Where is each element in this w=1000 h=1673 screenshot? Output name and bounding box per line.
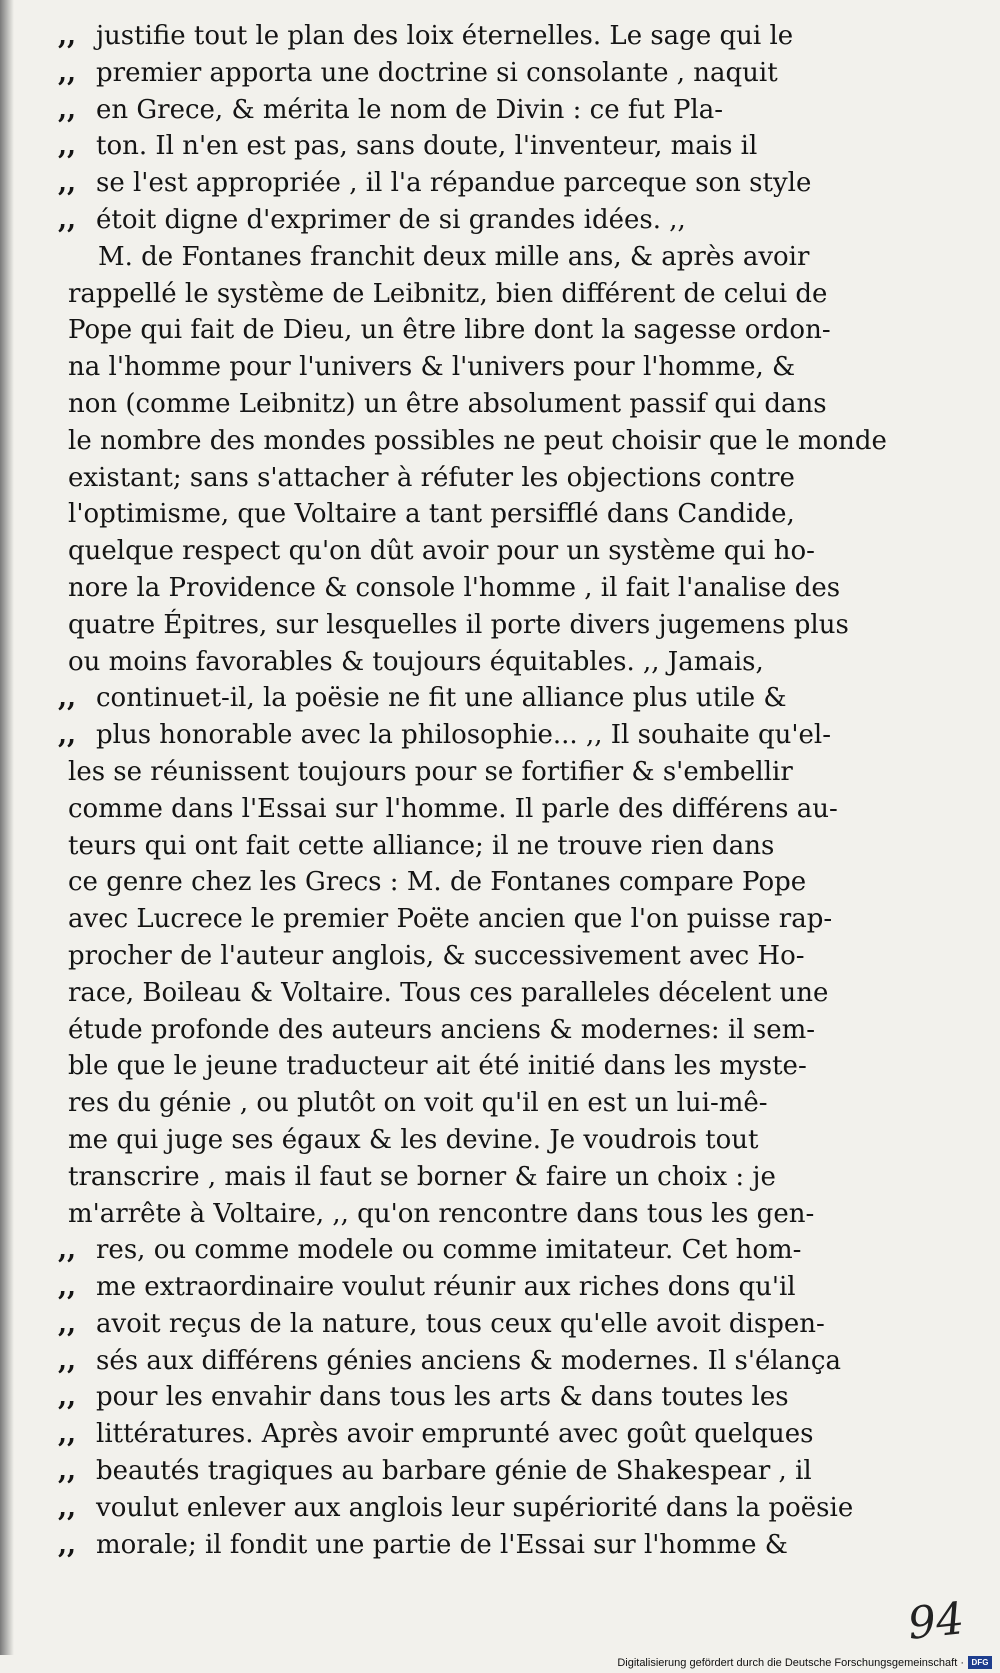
- text-line: [58, 496, 958, 533]
- quote-mark: ,,: [58, 21, 77, 51]
- text-line: [58, 644, 958, 681]
- text-line: [58, 828, 958, 865]
- line-text: me qui juge ses égaux & les devine. Je voudrois tout: [68, 1124, 759, 1155]
- line-text: premier apporta une doctrine si consolante , naquit: [96, 57, 778, 88]
- quote-mark: ,,: [58, 1456, 77, 1487]
- text-line: [58, 1159, 958, 1196]
- quote-mark: ,,: [58, 1492, 77, 1523]
- line-text: ce genre chez les Grecs : M. de Fontanes compare Pope: [68, 867, 807, 898]
- line-text: nore la Providence & console l'homme , il fait l'analise des: [68, 572, 841, 603]
- line-text: avec Lucrece le premier Poëte ancien que l'on puisse rap-: [68, 904, 833, 935]
- text-line: [58, 18, 958, 55]
- text-line: [58, 386, 958, 423]
- line-text: ou moins favorables & toujours équitables. ,, Jamais,: [68, 646, 764, 677]
- quote-mark: ,,: [58, 1382, 77, 1413]
- line-text: rappellé le système de Leibnitz, bien différent de celui de: [68, 278, 828, 309]
- quote-mark: ,,: [58, 720, 77, 751]
- text-line: [58, 349, 958, 386]
- line-text: na l'homme pour l'univers & l'univers pour l'homme, &: [68, 352, 796, 383]
- line-text: existant; sans s'attacher à réfuter les objections contre: [68, 462, 795, 493]
- line-text: quatre Épitres, sur lesquelles il porte divers jugemens plus: [68, 609, 849, 640]
- text-line: [58, 1085, 958, 1122]
- line-text: pour les envahir dans tous les arts & dans toutes les: [96, 1382, 789, 1413]
- line-text: en Grece, & mérita le nom de Divin : ce fut Pla-: [96, 94, 724, 125]
- line-text: étude profonde des auteurs anciens & modernes: il sem-: [68, 1014, 816, 1045]
- line-text: sés aux différens génies anciens & modernes. Il s'élança: [96, 1345, 841, 1376]
- text-line: [58, 570, 958, 607]
- text-line: [58, 276, 958, 313]
- quote-mark: ,,: [58, 168, 77, 199]
- line-text: plus honorable avec la philosophie... ,, Il souhaite qu'el-: [96, 720, 832, 751]
- quote-mark: ,,: [58, 1529, 77, 1560]
- text-line: [58, 1048, 958, 1085]
- text-line: [58, 1490, 958, 1527]
- line-text: ton. Il n'en est pas, sans doute, l'inventeur, mais il: [96, 131, 758, 162]
- text-line: [58, 128, 958, 165]
- text-line: [58, 1196, 958, 1233]
- digitization-credit: Digitalisierung gefördert durch die Deutsche Forschungsgemeinschaft ·: [617, 1657, 964, 1669]
- text-line: [58, 1343, 958, 1380]
- text-line: [58, 975, 958, 1012]
- text-line: [58, 1269, 958, 1306]
- text-line: [58, 1232, 958, 1269]
- text-line: [58, 460, 958, 497]
- page-edge-shadow: [0, 0, 14, 1673]
- line-text: morale; il fondit une partie de l'Essai sur l'homme &: [96, 1529, 788, 1560]
- text-line: [58, 1122, 958, 1159]
- quote-mark: ,,: [58, 57, 77, 88]
- quote-mark: ,,: [58, 1272, 77, 1303]
- text-line: [58, 864, 958, 901]
- text-line: [58, 680, 958, 717]
- line-text: race, Boileau & Voltaire. Tous ces paralleles décelent une: [68, 977, 829, 1008]
- text-line: [58, 202, 958, 239]
- line-text: procher de l'auteur anglois, & successivement avec Ho-: [68, 940, 805, 971]
- text-line: [58, 1453, 958, 1490]
- text-line: [58, 1306, 958, 1343]
- line-text: teurs qui ont fait cette alliance; il ne trouve rien dans: [68, 830, 775, 861]
- line-text: le nombre des mondes possibles ne peut choisir que le monde: [68, 425, 887, 456]
- text-line: [58, 423, 958, 460]
- line-text: étoit digne d'exprimer de si grandes idées. ,,: [96, 204, 686, 235]
- quote-mark: ,,: [58, 131, 77, 162]
- line-text: Pope qui fait de Dieu, un être libre dont la sagesse ordon-: [68, 315, 831, 346]
- text-line: [58, 901, 958, 938]
- text-line: [58, 754, 958, 791]
- quote-mark: ,,: [58, 204, 77, 235]
- dfg-logo: DFG: [968, 1656, 992, 1669]
- text-body: [58, 18, 958, 1563]
- folio-number: 94: [905, 1593, 967, 1650]
- text-line: [58, 533, 958, 570]
- text-line: [58, 1012, 958, 1049]
- text-line: [58, 312, 958, 349]
- quote-mark: ,,: [58, 1308, 77, 1339]
- line-text: ble que le jeune traducteur ait été initié dans les myste-: [68, 1051, 807, 1082]
- quote-mark: ,,: [58, 1345, 77, 1376]
- line-text: les se réunissent toujours pour se fortifier & s'embellir: [68, 756, 793, 787]
- text-line: [58, 1379, 958, 1416]
- line-text: transcrire , mais il faut se borner & faire un choix : je: [68, 1161, 776, 1192]
- quote-mark: ,,: [58, 1419, 77, 1450]
- quote-mark: ,,: [58, 94, 77, 125]
- line-text: comme dans l'Essai sur l'homme. Il parle des différens au-: [68, 793, 838, 824]
- text-line: [58, 1416, 958, 1453]
- line-text: continuet-il, la poësie ne fit une alliance plus utile &: [96, 683, 787, 714]
- line-text: non (comme Leibnitz) un être absolument passif qui dans: [68, 388, 827, 419]
- line-text: littératures. Après avoir emprunté avec goût quelques: [96, 1419, 814, 1450]
- text-line: [58, 92, 958, 129]
- line-text: res, ou comme modele ou comme imitateur. Cet hom-: [96, 1235, 802, 1266]
- line-text: me extraordinaire voulut réunir aux riches dons qu'il: [96, 1272, 796, 1303]
- line-text: M. de Fontanes franchit deux mille ans, & après avoir: [98, 241, 810, 272]
- text-line: [58, 938, 958, 975]
- quote-mark: ,,: [58, 683, 77, 714]
- line-text: se l'est appropriée , il l'a répandue parceque son style: [96, 168, 812, 199]
- line-text: m'arrête à Voltaire, ,, qu'on rencontre dans tous les gen-: [68, 1198, 815, 1229]
- line-text: res du génie , ou plutôt on voit qu'il en est un lui-mê-: [68, 1088, 768, 1119]
- text-line: [58, 607, 958, 644]
- text-line: [58, 717, 958, 754]
- text-line: [58, 55, 958, 92]
- line-text: justifie tout le plan des loix éternelles. Le sage qui le: [96, 21, 794, 51]
- line-text: quelque respect qu'on dût avoir pour un système qui ho-: [68, 536, 815, 567]
- line-text: voulut enlever aux anglois leur supériorité dans la poësie: [96, 1492, 854, 1523]
- text-line: [58, 165, 958, 202]
- text-line: [58, 239, 958, 276]
- line-text: beautés tragiques au barbare génie de Shakespear , il: [96, 1456, 812, 1487]
- text-line: [58, 791, 958, 828]
- quote-mark: ,,: [58, 1235, 77, 1266]
- line-text: l'optimisme, que Voltaire a tant persifflé dans Candide,: [68, 499, 795, 530]
- text-line: [58, 1527, 958, 1564]
- line-text: avoit reçus de la nature, tous ceux qu'elle avoit dispen-: [96, 1308, 825, 1339]
